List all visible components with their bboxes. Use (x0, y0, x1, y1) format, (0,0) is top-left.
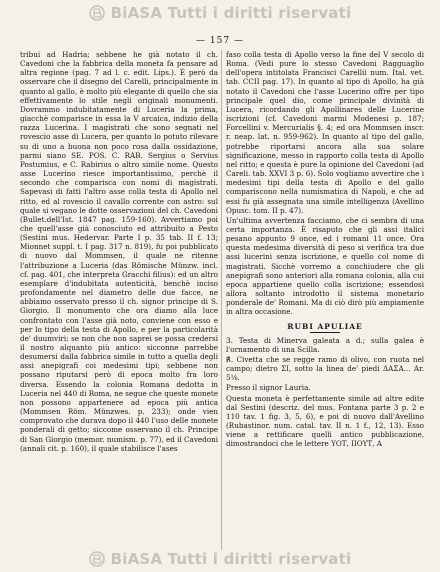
watermark-text-top: BiASA Tutti i diritti riservati (110, 4, 352, 22)
biasa-logo-icon (89, 5, 105, 21)
coin-commentary: Questa moneta è perfettamente simile ad altre edite dal Sestini (descriz. del mus. Fontana parte 3 p. 2 e 110 tav. 1 fig. 3, 5, 6), e poi di nuovo dall'Avellino (Rubastinor. num. catal. tav. II n. 1 f., 12, 13). Esso viene a rettificare quelli antico pubblicazione, dimostrandoci che le lettere ΥΟΤ, ΙΙΟΥΤ, Α (226, 393, 424, 449)
page-number: — 157 — (196, 36, 244, 46)
left-column (20, 50, 218, 454)
column-divider (221, 50, 222, 550)
left-paragraph: tribui ad Hadria; sebbene he già notato il ch. Cavedoni che la fabbrica della moneta fa pensare ad altra regione (pag. 7 ad l. c. edit. Lips.). È però da osservare che il disegno del Carelli, principalmente in quanto al gallo, è molto più elegante di quello che sia effettivamente lo stile negli originali monumenti. Dovrammo indubitatamente di Luceria la prima, giacchè comparisce in essa la V arcaica, indizio della razza Lucerina. I magistrati che sono segnati nel rovescio asse di Lucera, per quanto lo potuto rilevare su di uno a buona non poco rosa dalla ossidazione, parmi siano SE. POS. C. RAB. Sergius o Servius Postumius, e C. Rabirius o altro simile nome. Questo asse Lucerino riesce importantissimo, perchè il secondo che comparisca con nomi di magistrati. Sapevasi di fatti l'altro asse colla testa di Apollo nel ritto, ed al rovescio il cavallo corrente con astro: sul quale si vegano le dotte osservazioni del ch. Cavedoni (Bullet.dell'Ist. 1847 pag. 159-160). Avvertiamo poi che quell'asse già conosciuto ed attribuito a Pesto (Sestini mus. Hedervar. Parte I p. 35 tab. II f. 13; Mionnet suppl. t. I pag. 317 n. 819), fu poi pubblicato di nuovo dal Mommsen, il quale ne ritenne l'attribuzione a Luceria (das Römische Münzw. incl. cf. pag. 401, che interpreta Gracchi filius): ed un altro esemplare d'indubitata autenticità, benchè inciso profondamente nel diametro delle due facce, ne abbiamo osservato presso il ch. signor principe di S. Giorgio. Il monumento che ora diamo alla luce confrontato con l'asse già noto, conviene con esso e per lo tipo della testa di Apollo, e per la particolarità de' duumviri; se non che non saprei se possa credersi il nostro alquanto più antico: sicconne parrebbe desumersi dalla fabbrica simile in tutto a quella degli assi anepigrafi coi medesimi tipi; sebbene non possano riputarsi però di epoca molto fra loro diversa. Essendo la colonia Romana dedotta in Luceria nel 440 di Roma, ne segue che queste monete non possono appartenere ad epoca più antica (Mommsen Röm. Münzwes. p. 233); onde vien comprovato che durava dopo il 440 l'uso delle monete ponderali di getto; siccome osservano il ch. Principe di San Giorgio (memor. numism. p. 77), ed il Cavedoni (annali cit. p. 160), il quale stabilisce l'ases (20, 50, 218, 453)
watermark-banner-top (0, 0, 440, 26)
watermark-text-bottom: BiASA Tutti i diritti riservati (110, 550, 352, 568)
right-paragraph: Un'ultima avvertenza facciamo, che ci sembra di una certa importanza. È risaputo che gli assi italici pesano appunto 9 once, ed i romani 11 once. Ora questa medesima diversità di peso si verifica tra due assi lucerini senza iscrizione, e quello col nome di magistrati. Sicchè vorremo a conchiudere che gli anepigrafi sono anteriori alla romana colonia, alla cui epoca appartiene quello colla iscrizione; essendosi allora soltanto introdotto il sistema monetario ponderale de' Romani. Ma di ciò dirò più ampiamente in altra occasione. (226, 215, 424, 317)
watermark-banner-bottom (0, 546, 440, 572)
section-title: RUBI APULIAE (287, 321, 363, 331)
right-paragraph: faso colla testa di Apollo verso la fine del V secolo di Roma. (Vedi pure lo stesso Cavedoni Ragguaglio dell'opera intitolata Francisci Carellii num. Ital. vet. tab. CCII pag. 17). In quanto al tipo di Apollo, ha già notato il Cavedoni che l'asse Lucerino offre per tipo principale quel dio, come principale divinità di Lucera, ricordando gli Apollinares delle Lucerine iscrizioni (cf. Cavedoni marmi Modenesi p. 187; Forcellini v. Mercurialis §. 4; ed ora Mommsen inscr. r. neap. lat. n. 959-962). In quanto al tipo del gallo, potrebbe riportarsi ancora alla sua solare significazione, messo in rapporto colla testa di Apollo nel ritto; e questa è pure la opinione del Cavedoni (ad Careli. tab. XXVI 3 p. 6). Solo vogliamo avvertire che i medesimi tipi della testa di Apollo e del gallo compariscono nella numismatica di Napoli, e che ad essi fu già assegnata una simile intelligenza (Avellino Opusc. tom. II p. 47). (226, 50, 424, 215)
right-column (226, 50, 424, 450)
section-divider (310, 332, 340, 333)
coin-owner: Presso il signor Lauria. (226, 383, 311, 393)
biasa-logo-icon (89, 551, 105, 567)
coin-reverse: ℟. Civetta che se regge ramo di olivo, con ruota nel campo; dietro ΣΙ, sotto la linea de' piedi ΔΑΣΑ... Ar. 5⅛. (226, 355, 424, 383)
coin-description: 3. Testa di Minerva galeata a d.; sulla galea è l'ornamento di una Scilla. (226, 335, 424, 354)
